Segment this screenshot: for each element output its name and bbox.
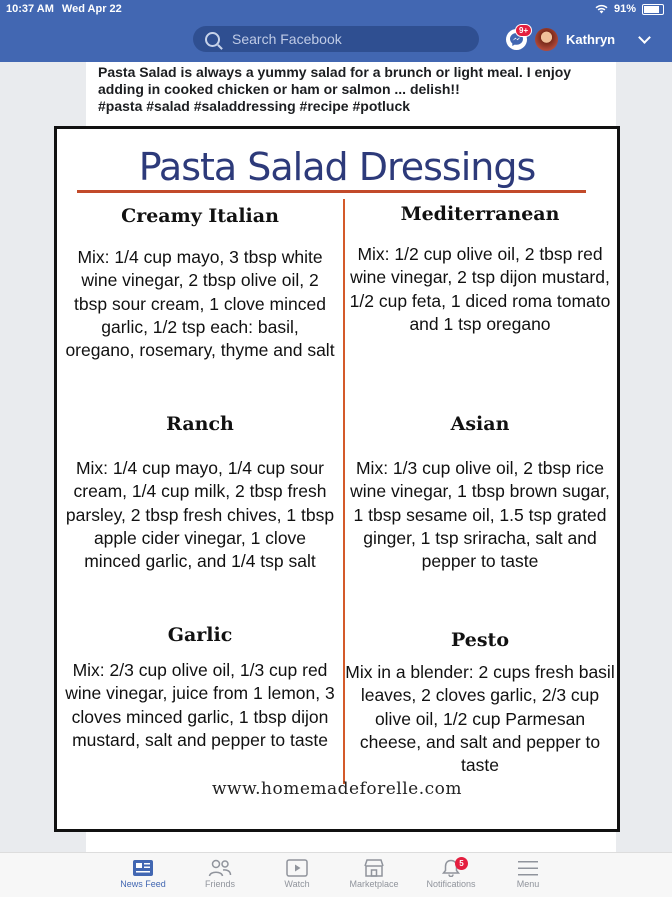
recipe-text: Mix: 1/3 cup olive oil, 2 tbsp rice wine vinegar, 1 tbsp brown sugar, 1 tbsp sesame oil, 1.5 tsp grated ginger, 1 tsp sriracha, salt and pepper to taste <box>350 458 610 572</box>
recipe-mediterranean <box>345 203 615 336</box>
nav-label: Watch <box>284 879 310 889</box>
nav-label: Menu <box>516 879 540 889</box>
recipe-name: Ranch <box>166 413 234 435</box>
marketplace-icon <box>363 859 385 877</box>
website-url: www.homemadeforelle.com <box>211 779 463 799</box>
watch-icon <box>286 859 308 877</box>
search-bar[interactable] <box>193 26 479 52</box>
nav-label: Marketplace <box>349 879 399 889</box>
caption-text: Pasta Salad is always a yummy salad for a brunch or light meal. I enjoy adding in cooked chicken or ham or salmon ... delish!! <box>98 64 572 97</box>
recipe-text: Mix: 1/4 cup mayo, 1/4 cup sour cream, 1/4 cup milk, 2 tbsp fresh parsley, 2 tbsp fresh chives, 1 tbsp apple cider vinegar, 1 clove minced garlic, and 1/4 tsp salt <box>65 458 335 572</box>
nav-watch[interactable] <box>257 857 337 889</box>
hamburger-icon <box>517 859 539 877</box>
status-bar <box>6 3 122 15</box>
status-time: 10:37 AM <box>6 3 54 15</box>
post-caption <box>98 64 598 115</box>
wifi-icon <box>595 4 608 14</box>
recipe-garlic <box>65 624 335 752</box>
nav-news-feed[interactable] <box>103 857 183 889</box>
title-divider <box>77 190 586 193</box>
recipe-text: Mix: 1/4 cup mayo, 3 tbsp white wine vinegar, 2 tbsp olive oil, 2 tbsp sour cream, 1 clove minced garlic, 1/2 tsp each: basil, oregano, rosemary, thyme and salt <box>65 247 335 361</box>
nav-label: Notifications <box>426 879 476 889</box>
nav-friends[interactable] <box>180 857 260 889</box>
search-placeholder: Search Facebook <box>232 31 342 47</box>
recipe-ranch <box>65 413 335 573</box>
nav-notifications[interactable] <box>411 857 491 889</box>
recipe-image[interactable] <box>54 126 620 832</box>
bottom-nav <box>0 852 672 897</box>
messenger-badge: 9+ <box>515 24 532 37</box>
battery-fill <box>644 6 659 13</box>
friends-icon <box>208 859 232 877</box>
battery-percent: 91% <box>613 3 636 15</box>
battery-icon <box>642 4 664 15</box>
status-right <box>595 3 664 15</box>
recipe-name: Pesto <box>450 629 509 651</box>
recipe-asian <box>345 413 615 573</box>
search-icon <box>205 32 220 47</box>
card-title: Pasta Salad Dressings <box>138 145 536 189</box>
nav-label: News Feed <box>120 879 166 889</box>
status-date: Wed Apr 22 <box>61 3 122 15</box>
recipe-text: Mix: 2/3 cup olive oil, 1/3 cup red wine vinegar, juice from 1 lemon, 3 cloves minced garlic, 1 tbsp dijon mustard, salt and pepper to taste <box>65 660 335 750</box>
nav-marketplace[interactable] <box>334 857 414 889</box>
nav-menu[interactable] <box>488 857 568 889</box>
news-feed-icon <box>132 859 154 877</box>
recipe-creamy-italian <box>65 205 335 362</box>
caption-hashtags[interactable]: #pasta #salad #saladdressing #recipe #potluck <box>98 98 411 114</box>
top-bar <box>0 0 672 62</box>
recipe-name: Asian <box>450 413 510 435</box>
user-name[interactable]: Kathryn <box>566 32 616 47</box>
nav-label: Friends <box>204 879 235 889</box>
recipe-pesto <box>345 629 615 777</box>
recipe-text: Mix: 1/2 cup olive oil, 2 tbsp red wine vinegar, 2 tsp dijon mustard, 1/2 cup feta, 1 diced roma tomato and 1 tsp oregano <box>349 244 611 334</box>
chevron-down-icon[interactable] <box>638 31 651 44</box>
avatar[interactable] <box>535 28 558 51</box>
recipe-text: Mix in a blender: 2 cups fresh basil leaves, 2 cloves garlic, 2/3 cup olive oil, 1/2 cup Parmesan cheese, and salt and pepper to taste <box>345 662 615 776</box>
notifications-badge: 5 <box>455 857 468 870</box>
recipe-name: Creamy Italian <box>121 205 279 227</box>
recipe-name: Mediterranean <box>400 203 560 225</box>
recipe-name: Garlic <box>167 624 233 646</box>
